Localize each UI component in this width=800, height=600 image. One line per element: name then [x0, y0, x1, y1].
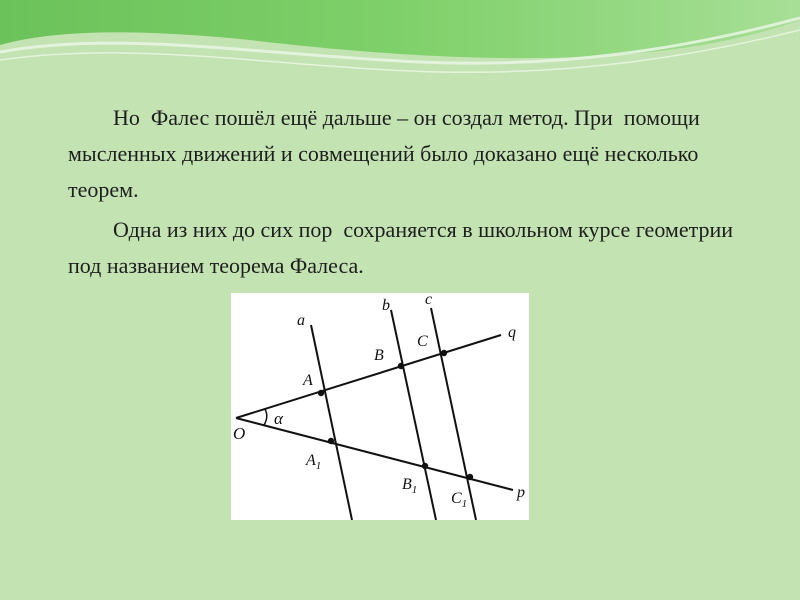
figure-svg — [231, 293, 529, 520]
point-B1 — [422, 463, 428, 469]
label-A1 — [305, 452, 321, 472]
angle-arc — [264, 409, 267, 425]
label-O: O — [233, 424, 246, 443]
label-A: A — [303, 372, 313, 389]
point-B — [398, 363, 404, 369]
label-B1 — [402, 476, 417, 496]
slide-text — [68, 100, 758, 288]
label-q: q — [508, 324, 516, 341]
label-b: b — [382, 297, 390, 314]
label-p: p — [517, 484, 525, 501]
label-C1-sub: 1 — [461, 498, 468, 510]
label-B1-main: B — [402, 476, 412, 493]
point-C1 — [467, 474, 473, 480]
label-B1-sub: 1 — [411, 484, 418, 496]
label-C: C — [417, 333, 428, 350]
header-wave-decoration — [0, 0, 800, 90]
label-A1-sub: 1 — [315, 460, 322, 472]
point-A — [318, 390, 324, 396]
ray-q — [236, 335, 501, 418]
point-C — [441, 350, 447, 356]
line-c — [431, 308, 476, 520]
label-c: c — [425, 293, 433, 308]
thales-theorem-figure — [231, 293, 529, 520]
label-A1-main: A — [306, 452, 316, 469]
line-a — [311, 325, 352, 520]
paragraph-1: Но Фалес пошёл ещё дальше – он создал метод. При помощи мысленных движений и совмещений было доказано ещё несколько теорем. — [68, 105, 706, 202]
point-A1 — [328, 438, 334, 444]
label-a: a — [297, 312, 305, 329]
label-C1-main: C — [451, 490, 462, 507]
paragraph-2: Одна из них до сих пор сохраняется в школьном курсе геометрии под названием теорема Фалеса. — [68, 217, 739, 278]
label-alpha: α — [274, 409, 283, 428]
label-C1 — [451, 490, 467, 510]
label-B: B — [374, 347, 384, 364]
